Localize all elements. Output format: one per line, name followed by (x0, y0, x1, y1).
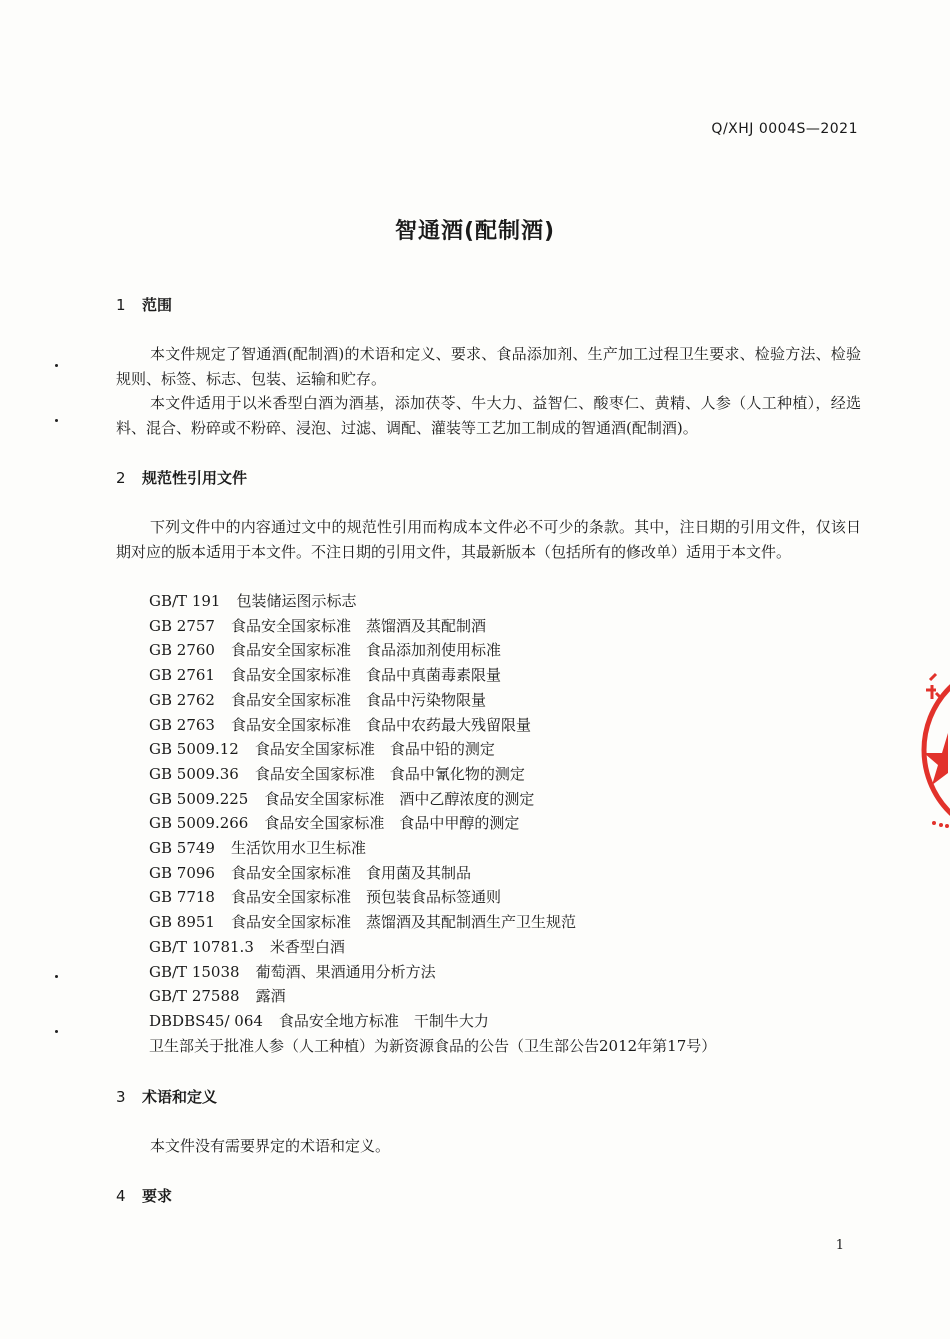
seal-dot (932, 821, 936, 825)
reference-item (149, 787, 716, 812)
reference-item (149, 762, 716, 787)
reference-code: GB 5009.225 (149, 789, 249, 808)
section-title: 规范性引用文件 (142, 469, 248, 487)
reference-code: GB/T 191 (149, 592, 221, 610)
document-code: Q/XHJ 0004S—2021 (711, 121, 858, 137)
reference-title: 食品安全国家标准 食品中甲醇的测定 (264, 814, 520, 833)
reference-item (149, 861, 716, 886)
reference-code: GB 2762 (149, 690, 215, 709)
reference-item (149, 1009, 716, 1034)
reference-item (149, 713, 716, 738)
section-number: 1 (116, 296, 126, 314)
seal-dot (939, 823, 943, 827)
reference-code: GB/T 27588 (149, 987, 240, 1006)
section-title: 要求 (142, 1187, 173, 1205)
reference-item (149, 935, 716, 960)
reference-code: GB 8951 (149, 913, 215, 932)
reference-title: 食品安全国家标准 食品添加剂使用标准 (230, 641, 501, 660)
reference-title: 食品安全国家标准 食品中农药最大残留限量 (230, 715, 531, 734)
reference-title: 葡萄酒、果酒通用分析方法 (255, 962, 436, 981)
reference-code: GB 5009.36 (149, 764, 239, 783)
reference-item (149, 910, 716, 935)
reference-item (149, 811, 716, 836)
section-number: 4 (116, 1187, 126, 1205)
reference-title: 露酒 (255, 987, 286, 1006)
reference-code: GB 5009.12 (149, 740, 239, 759)
reference-code: GB 2757 (149, 616, 215, 635)
section-2-heading (116, 467, 247, 488)
reference-item (149, 589, 716, 614)
section-4-heading (116, 1185, 172, 1206)
reference-item (149, 688, 716, 713)
section-number: 2 (116, 469, 126, 487)
reference-title: 米香型白酒 (269, 937, 345, 956)
page-number: 1 (835, 1238, 844, 1253)
reference-item (149, 836, 716, 861)
scan-dot-mark (55, 1030, 58, 1033)
section-title: 术语和定义 (142, 1088, 218, 1106)
reference-title: 食品安全国家标准 酒中乙醇浓度的测定 (264, 789, 535, 808)
reference-code: GB 2760 (149, 641, 215, 660)
reference-item (149, 885, 716, 910)
reference-item (149, 737, 716, 762)
reference-code: GB/T 10781.3 (149, 937, 254, 956)
reference-title: 食品安全国家标准 蒸馏酒及其配制酒 (230, 616, 486, 635)
section-1-heading (116, 294, 172, 315)
reference-list (149, 589, 716, 1058)
reference-code: GB 2763 (149, 715, 215, 734)
reference-item (149, 638, 716, 663)
scan-dot-mark (55, 975, 58, 978)
reference-title: 食品安全国家标准 蒸馏酒及其配制酒生产卫生规范 (230, 913, 576, 932)
reference-item (149, 1034, 716, 1059)
reference-title: 食品安全国家标准 食用菌及其制品 (230, 863, 471, 882)
scope-paragraph-1: 本文件规定了智通酒(配制酒)的术语和定义、要求、食品添加剂、生产加工过程卫生要求、检验方法、检验规则、标签、标志、包装、运输和贮存。 (116, 345, 861, 388)
reference-title: 食品安全国家标准 食品中污染物限量 (230, 690, 486, 709)
document-title: 智通酒(配制酒) (394, 219, 556, 244)
scan-dot-mark (55, 364, 58, 367)
reference-code: GB 5009.266 (149, 814, 249, 833)
seal-dot (945, 824, 949, 828)
section-3-heading (116, 1086, 217, 1107)
reference-title: 食品安全国家标准 食品中氰化物的测定 (254, 764, 525, 783)
reference-code: GB 2761 (149, 666, 215, 685)
reference-title: 食品安全地方标准 干制牛大力 (278, 1011, 489, 1030)
normative-references-intro: 下列文件中的内容通过文中的规范性引用而构成本文件必不可少的条款。其中，注日期的引用文件，仅该日期对应的版本适用于本文件。不注日期的引用文件，其最新版本（包括所有的修改单）适用于本文件。 (116, 518, 861, 561)
reference-title: 食品安全国家标准 预包装食品标签通则 (230, 888, 501, 907)
official-seal-stamp (912, 655, 950, 845)
reference-title: 包装储运图示标志 (236, 592, 357, 610)
section-title: 范围 (142, 296, 173, 314)
reference-title: 卫生部关于批准人参（人工种植）为新资源食品的公告（卫生部公告2012年第17号） (149, 1036, 717, 1055)
scan-dot-mark (55, 419, 58, 422)
reference-code: GB 7718 (149, 888, 215, 907)
reference-code: GB/T 15038 (149, 962, 240, 981)
reference-item (149, 984, 716, 1009)
scope-paragraph-2: 本文件适用于以米香型白酒为酒基，添加茯苓、牛大力、益智仁、酸枣仁、黄精、人参（人工种植），经选料、混合、粉碎或不粉碎、浸泡、过滤、调配、灌装等工艺加工制成的智通酒(配制酒)。 (116, 394, 861, 437)
reference-title: 食品安全国家标准 食品中铅的测定 (254, 740, 495, 759)
section-number: 3 (116, 1088, 126, 1106)
reference-item (149, 960, 716, 985)
seal-character-fragment (926, 674, 941, 699)
reference-code: GB 7096 (149, 863, 215, 882)
reference-item (149, 614, 716, 639)
reference-item (149, 663, 716, 688)
reference-code: GB 5749 (149, 839, 215, 858)
reference-title: 食品安全国家标准 食品中真菌毒素限量 (230, 666, 501, 685)
reference-title: 生活饮用水卫生标准 (230, 839, 366, 858)
terms-paragraph: 本文件没有需要界定的术语和定义。 (150, 1137, 391, 1155)
reference-code: DBDBS45/ 064 (149, 1011, 263, 1030)
